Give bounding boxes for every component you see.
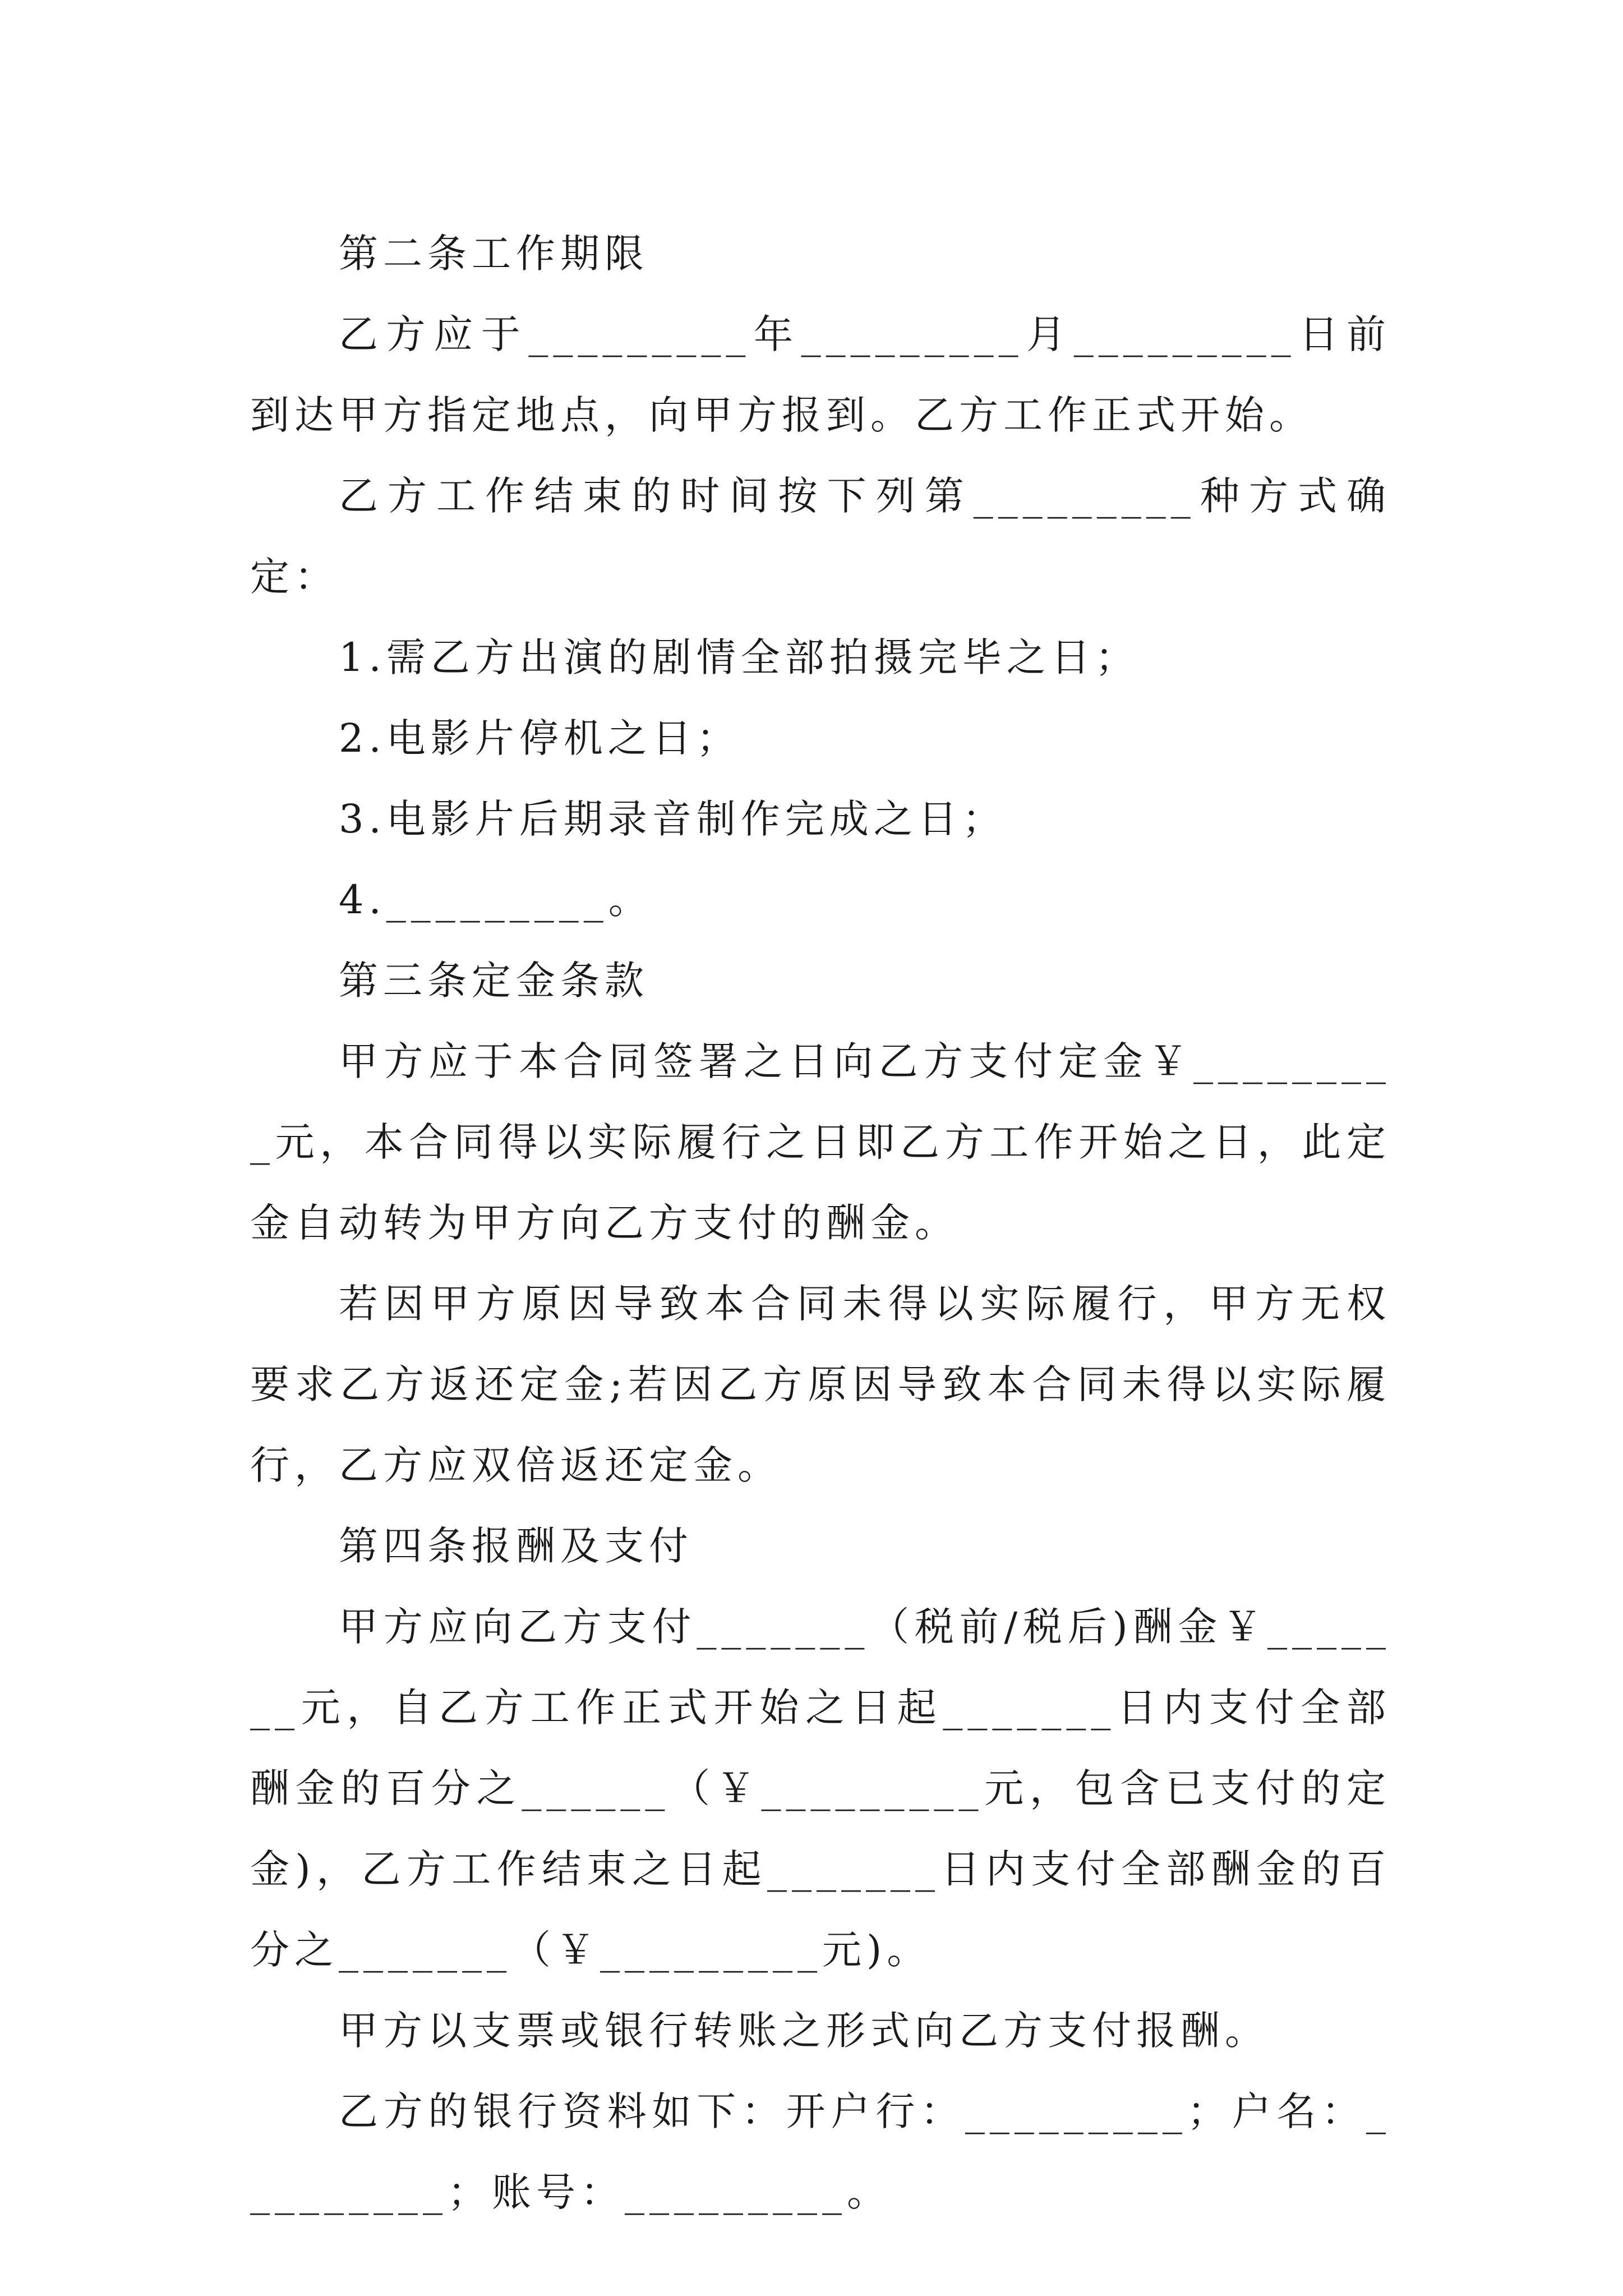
section-heading-remuneration: 第四条报酬及支付 (339, 1523, 693, 1569)
list-item-4: 4._________。 (339, 877, 653, 923)
paragraph-remuneration-terms: 甲方应向乙方支付_______（税前/税后)酬金￥_______元，自乙方工作正式开始之日起_______日内支付全部酬金的百分之______（￥_________元，包含已支付的定金)，乙方工作结束之日起_______日内支付全部酬金的百分之_______（￥_________元)。 (250, 1604, 1391, 1973)
list-item-3: 3.电影片后期录音制作完成之日； (339, 796, 1007, 842)
paragraph-end-method: 乙方工作结束的时间按下列第_________种方式确定： (250, 473, 1391, 600)
paragraph-bank-details: 乙方的银行资料如下：开户行：_________；户名：_________；账号：_________。 (250, 2088, 1391, 2215)
section-heading-work-period: 第二条工作期限 (339, 231, 649, 277)
paragraph-deposit-breach: 若因甲方原因导致本合同未得以实际履行，甲方无权要求乙方返还定金;若因乙方原因导致本合同未得以实际履行，乙方应双倍返还定金。 (250, 1281, 1391, 1488)
list-item-2: 2.电影片停机之日； (339, 715, 741, 761)
paragraph-report-date: 乙方应于_________年_________月_________日前到达甲方指定地点，向甲方报到。乙方工作正式开始。 (250, 311, 1391, 438)
section-heading-deposit: 第三条定金条款 (339, 958, 649, 1004)
contract-body (250, 213, 1391, 2233)
paragraph-deposit-payment: 甲方应于本合同签署之日向乙方支付定金￥_________元，本合同得以实际履行之日即乙方工作开始之日，此定金自动转为甲方向乙方支付的酬金。 (250, 1038, 1391, 1246)
paragraph-payment-method: 甲方以支票或银行转账之形式向乙方支付报酬。 (339, 2008, 1269, 2054)
list-item-1: 1.需乙方出演的剧情全部拍摄完毕之日； (339, 634, 1140, 680)
